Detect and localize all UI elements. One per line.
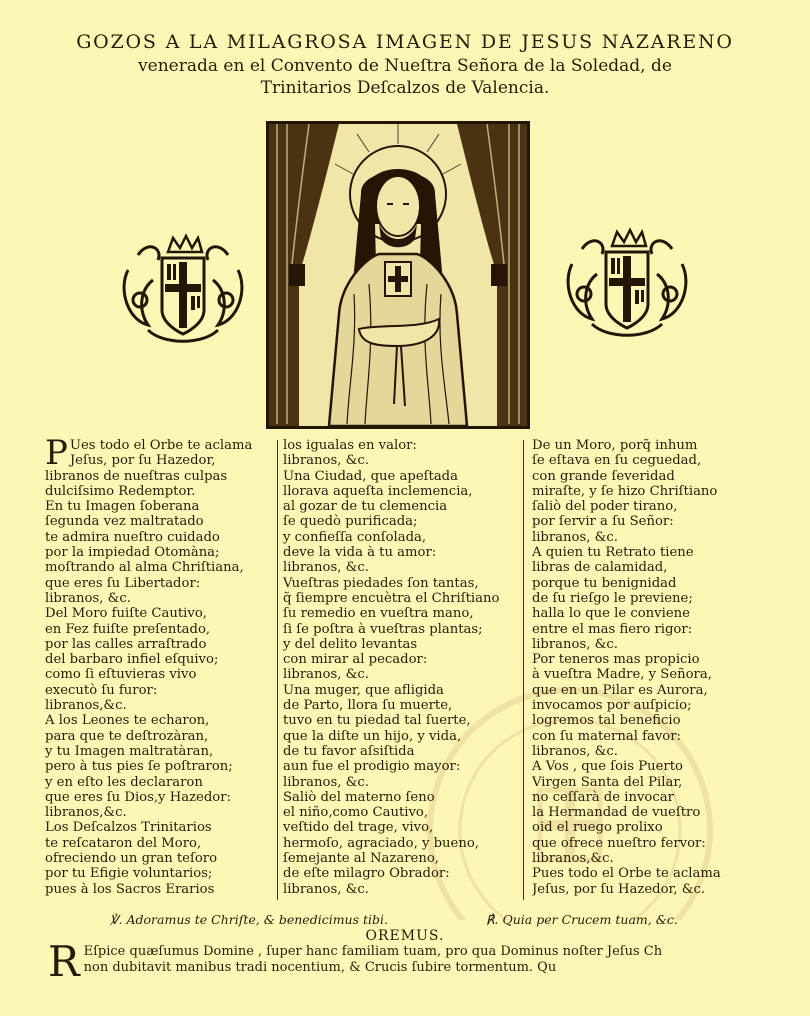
verse-line: que eres ſu Libertador: bbox=[45, 575, 201, 591]
verse-line: de eſte milagro Obrador: bbox=[283, 866, 450, 882]
verse-line: libranos, &c. bbox=[532, 636, 618, 652]
verse-line: que la diſte un hijo, y vida, bbox=[283, 728, 462, 744]
verse-line: Ues todo el Orbe te aclama bbox=[69, 438, 253, 453]
verse-line: executò ſu furor: bbox=[45, 682, 158, 698]
verse-line: libranos, &c. bbox=[283, 774, 369, 790]
verse-line: Jeſus, por ſu Hazedor, &c. bbox=[532, 881, 706, 897]
verse-line: libranos, &c. bbox=[283, 453, 369, 469]
verse-line: dulciſsimo Redemptor. bbox=[45, 483, 196, 499]
verse-column-2 bbox=[283, 438, 518, 897]
verse-line: porque tu benignidad bbox=[532, 575, 677, 591]
verse-line: A Vos , que ſois Puerto bbox=[532, 759, 683, 775]
verse-line: por tu Efigie voluntarios; bbox=[45, 866, 213, 882]
verse-line: no ceſſarà de invocar bbox=[532, 789, 674, 805]
verse-line: ſe quedò purificada; bbox=[283, 514, 418, 530]
oremus-heading: OREMUS. bbox=[365, 928, 445, 944]
verse-line: ſemejante al Nazareno, bbox=[283, 851, 439, 867]
verse-line: ſe eſtava en ſu ceguedad, bbox=[532, 453, 702, 469]
verse-column-1 bbox=[45, 438, 275, 897]
subtitle-line-1: venerada en el Convento de Nueſtra Señora de la Soledad, de bbox=[138, 56, 672, 76]
verse-line: invocamos por auſpicio; bbox=[532, 698, 692, 714]
verse-line: por las calles arraſtrado bbox=[45, 636, 207, 652]
verse-line: à vueſtra Madre, y Señora, bbox=[532, 667, 712, 683]
verse-line: hermoſo, agraciado, y bueno, bbox=[283, 835, 479, 851]
verse-line: con ſu maternal favor: bbox=[532, 728, 681, 744]
verse-line: miraſte, y ſe hizo Chriſtiano bbox=[532, 483, 718, 499]
verse-line: libras de calamidad, bbox=[532, 560, 668, 576]
verse-line: moſtrando al alma Chriſtiana, bbox=[45, 560, 244, 576]
verse-line: halla lo que le conviene bbox=[532, 606, 690, 622]
verse-line: ofreciendo un gran teſoro bbox=[45, 851, 218, 867]
verse-line: ſu remedio en vueſtra mano, bbox=[283, 606, 474, 622]
verse-line: logremos tal beneficio bbox=[532, 713, 681, 729]
page-title: GOZOS A LA MILAGROSA IMAGEN DE JESUS NAZARENO bbox=[76, 31, 734, 53]
crest-icon bbox=[562, 224, 692, 344]
response: ℟. Quia per Crucem tuam, &c. bbox=[486, 912, 678, 927]
verse-line: ſegunda vez maltratado bbox=[45, 514, 204, 530]
verse-line: En tu Imagen ſoberana bbox=[45, 499, 200, 515]
verse-line: por ſervir a ſu Señor: bbox=[532, 514, 674, 530]
verse-line: de Parto, llora ſu muerte, bbox=[283, 698, 453, 714]
verse-line: el niño,como Cautivo, bbox=[283, 805, 429, 821]
verse-line: entre el mas fiero rigor: bbox=[532, 621, 693, 637]
verse-line: q̃ ſiempre encuètra el Chriſtiano bbox=[283, 590, 500, 606]
crest-icon bbox=[118, 230, 248, 350]
verse-line: y tu Imagen maltratàran, bbox=[45, 743, 214, 759]
verse-line: oid el ruego prolixo bbox=[532, 820, 663, 836]
verse-line: que ofrece nueſtro fervor: bbox=[532, 835, 706, 851]
versicle: ℣. Adoramus te Chriſte, & benedicimus tibi. bbox=[110, 912, 388, 927]
prayer-line: Eſpice quæſumus Domine , ſuper hanc familiam tuam, pro qua Dominus noſter Jeſus Ch bbox=[83, 944, 663, 959]
verse-line: te reſcataron del Moro, bbox=[45, 835, 202, 851]
verse-line: de ſu rieſgo le previene; bbox=[532, 590, 693, 606]
verse-line: libranos, &c. bbox=[45, 590, 131, 606]
jesus-nazareno-woodcut-icon bbox=[266, 121, 530, 429]
verse-line: De un Moro, porq̃ inhum bbox=[532, 438, 698, 453]
drop-cap: R bbox=[48, 944, 80, 980]
subtitle-line-2: Trinitarios Deſcalzos de Valencia. bbox=[260, 78, 550, 98]
verse-line: Jeſus, por ſu Hazedor, bbox=[69, 453, 216, 469]
verse-line: libranos de nueſtras culpas bbox=[45, 468, 228, 484]
verse-line: que eres ſu Dios,y Hazedor: bbox=[45, 789, 231, 805]
column-divider bbox=[277, 440, 278, 900]
verse-line: ſi ſe poſtra à vueſtras plantas; bbox=[283, 621, 483, 637]
prayer-line: non dubitavit manibus tradi nocentium, & Crucis ſubire tormentum. Qu bbox=[83, 960, 557, 975]
verse-line: libranos,&c. bbox=[45, 698, 127, 714]
verse-line: libranos,&c. bbox=[532, 851, 614, 867]
verse-line: al gozar de tu clemencia bbox=[283, 499, 448, 515]
verse-line: pero à tus pies ſe poſtraron; bbox=[45, 759, 233, 775]
verse-line: Virgen Santa del Pilar, bbox=[532, 774, 683, 790]
verse-line: los igualas en valor: bbox=[283, 438, 417, 453]
verse-line: Una muger, que afligida bbox=[283, 682, 444, 698]
verse-line: en Fez fuiſte preſentado, bbox=[45, 621, 211, 637]
verse-line: libranos, &c. bbox=[283, 881, 369, 897]
verse-line: veſtido del trage, vivo, bbox=[283, 820, 434, 836]
verse-line: y confieſſa conſolada, bbox=[283, 529, 427, 545]
verse-line: Los Deſcalzos Trinitarios bbox=[45, 820, 212, 836]
column-divider bbox=[523, 440, 524, 900]
prayer bbox=[48, 944, 748, 980]
verse-line: con grande ſeveridad bbox=[532, 468, 675, 484]
verse-line: libranos,&c. bbox=[45, 805, 127, 821]
verse-line: del barbaro infiel eſquivo; bbox=[45, 652, 219, 668]
verse-line: y en eſto les declararon bbox=[45, 774, 203, 790]
verse-line: Saliò del materno ſeno bbox=[283, 789, 435, 805]
verse-line: A los Leones te echaron, bbox=[45, 713, 210, 729]
verse-line: libranos, &c. bbox=[283, 667, 369, 683]
verse-line: la Hermandad de vueſtro bbox=[532, 805, 701, 821]
verse-line: Del Moro fuiſte Cautivo, bbox=[45, 606, 207, 622]
verse-line: y del delito levantas bbox=[283, 636, 418, 652]
verse-line: pues à los Sacros Erarios bbox=[45, 881, 215, 897]
verse-line: Por teneros mas propicio bbox=[532, 652, 700, 668]
verse-line: que en un Pilar es Aurora, bbox=[532, 682, 708, 698]
verse-line: con mirar al pecador: bbox=[283, 652, 428, 668]
verse-line: tuvo en tu piedad tal ſuerte, bbox=[283, 713, 471, 729]
verse-line: llorava aqueſta inclemencia, bbox=[283, 483, 473, 499]
verse-line: como ſi eſtuvieras vivo bbox=[45, 667, 197, 683]
verse-line: A quien tu Retrato tiene bbox=[532, 545, 694, 561]
verse-line: te admira nueſtro cuidado bbox=[45, 529, 220, 545]
verse-line: por la impiedad Otomàna; bbox=[45, 545, 220, 561]
verse-line: Pues todo el Orbe te aclama bbox=[532, 866, 721, 882]
verse-line: libranos, &c. bbox=[532, 743, 618, 759]
verse-line: aun fue el prodigio mayor: bbox=[283, 759, 461, 775]
verse-line: libranos, &c. bbox=[283, 560, 369, 576]
verse-line: libranos, &c. bbox=[532, 529, 618, 545]
verse-line: Una Ciudad, que apeſtada bbox=[283, 468, 458, 484]
verse-column-3 bbox=[532, 438, 732, 897]
verse-line: deve la vida à tu amor: bbox=[283, 545, 437, 561]
verse-line: Vueſtras piedades ſon tantas, bbox=[283, 575, 479, 591]
verse-line: ſaliò del poder tirano, bbox=[532, 499, 678, 515]
verse-line: de tu favor aſsiſtida bbox=[283, 743, 415, 759]
drop-cap: P bbox=[45, 438, 68, 473]
verse-line: para que te deſtrozàran, bbox=[45, 728, 209, 744]
